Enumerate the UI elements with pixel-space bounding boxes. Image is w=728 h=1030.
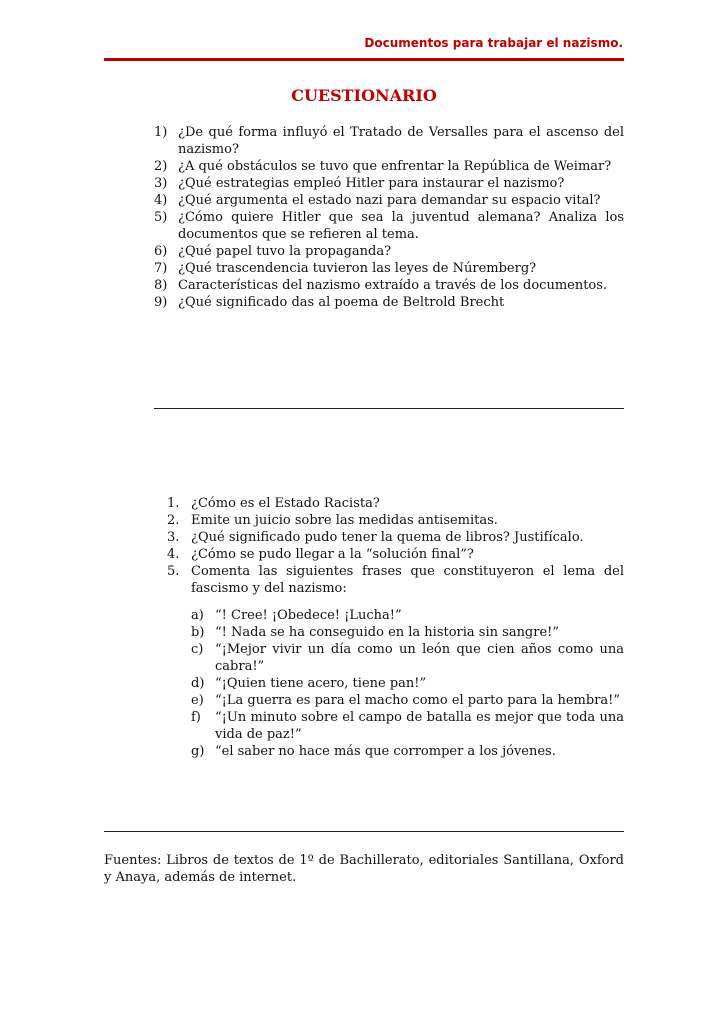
question-number: 5) bbox=[154, 210, 168, 225]
question-item bbox=[167, 495, 624, 512]
question-item bbox=[167, 529, 624, 546]
question-number: 3. bbox=[167, 530, 180, 545]
question-text: Comenta las siguientes frases que constituyeron el lema del fascismo y del nazismo: bbox=[191, 564, 624, 596]
question-text: ¿Cómo es el Estado Racista? bbox=[191, 496, 380, 511]
question-item bbox=[154, 294, 624, 311]
question-item bbox=[154, 192, 624, 209]
question-text: Emite un juicio sobre las medidas antisemitas. bbox=[191, 513, 498, 528]
slogan-item bbox=[191, 692, 624, 709]
slogan-text: “¡Quien tiene acero, tiene pan!” bbox=[215, 676, 427, 691]
question-text: ¿Cómo se pudo llegar a la “solución final”? bbox=[191, 547, 474, 562]
slogan-text: “! Nada se ha conseguido en la historia sin sangre!” bbox=[215, 625, 560, 640]
question-item bbox=[167, 563, 624, 760]
question-text: ¿A qué obstáculos se tuvo que enfrentar la República de Weimar? bbox=[178, 159, 612, 174]
slogan-item bbox=[191, 641, 624, 675]
question-text: ¿Qué papel tuvo la propaganda? bbox=[178, 244, 392, 259]
question-number: 3) bbox=[154, 176, 168, 191]
question-text: ¿Qué argumenta el estado nazi para demandar su espacio vital? bbox=[178, 193, 601, 208]
question-item bbox=[167, 512, 624, 529]
question-item bbox=[154, 209, 624, 243]
question-text: ¿Qué significado das al poema de Beltrold Brecht bbox=[178, 295, 505, 310]
question-number: 5. bbox=[167, 564, 180, 579]
question-number: 1) bbox=[154, 125, 168, 140]
question-list bbox=[154, 124, 624, 311]
question-text: Características del nazismo extraído a través de los documentos. bbox=[178, 278, 608, 293]
question-number: 2. bbox=[167, 513, 180, 528]
slogan-text: “¡Mejor vivir un día como un león que cien años como una cabra!” bbox=[215, 642, 624, 674]
slogan-item bbox=[191, 624, 624, 641]
question-item bbox=[154, 277, 624, 294]
question-item bbox=[154, 260, 624, 277]
question-number: 2) bbox=[154, 159, 168, 174]
footer-divider bbox=[104, 831, 624, 832]
question-item bbox=[154, 175, 624, 192]
slogan-text: “! Cree! ¡Obedece! ¡Lucha!” bbox=[215, 608, 402, 623]
question-text: ¿Cómo quiere Hitler que sea la juventud alemana? Analiza los documentos que se refieren al tema. bbox=[178, 210, 624, 242]
section-divider bbox=[154, 408, 624, 409]
question-text: ¿Qué estrategias empleó Hitler para instaurar el nazismo? bbox=[178, 176, 565, 191]
header-divider bbox=[104, 58, 624, 61]
slogan-letter: g) bbox=[191, 744, 205, 759]
question-number: 4. bbox=[167, 547, 180, 562]
document-header: Documentos para trabajar el nazismo. bbox=[364, 36, 623, 50]
sources-note: Fuentes: Libros de textos de 1º de Bachillerato, editoriales Santillana, Oxford y Anaya, además de internet. bbox=[104, 853, 624, 885]
question-number: 4) bbox=[154, 193, 168, 208]
slogan-letter: c) bbox=[191, 642, 204, 657]
slogan-text: “¡Un minuto sobre el campo de batalla es mejor que toda una vida de paz!” bbox=[215, 710, 624, 742]
question-item bbox=[167, 546, 624, 563]
slogan-letter: b) bbox=[191, 625, 205, 640]
slogan-letter: a) bbox=[191, 608, 204, 623]
question-item bbox=[154, 124, 624, 158]
slogan-item bbox=[191, 675, 624, 692]
slogan-letter: d) bbox=[191, 676, 205, 691]
slogan-text: “el saber no hace más que corromper a los jóvenes. bbox=[215, 744, 556, 759]
slogan-item bbox=[191, 709, 624, 743]
question-number: 1. bbox=[167, 496, 180, 511]
slogan-list bbox=[191, 607, 624, 760]
question-text: ¿Qué trascendencia tuvieron las leyes de Núremberg? bbox=[178, 261, 537, 276]
question-number: 8) bbox=[154, 278, 168, 293]
question-item bbox=[154, 243, 624, 260]
question-text: ¿De qué forma influyó el Tratado de Versalles para el ascenso del nazismo? bbox=[178, 125, 624, 157]
slogan-letter: f) bbox=[191, 710, 201, 725]
slogan-letter: e) bbox=[191, 693, 204, 708]
question-number: 7) bbox=[154, 261, 168, 276]
slogan-item bbox=[191, 607, 624, 624]
questionnaire-title: CUESTIONARIO bbox=[291, 86, 437, 105]
question-text: ¿Qué significado pudo tener la quema de libros? Justifícalo. bbox=[191, 530, 584, 545]
question-list-2 bbox=[167, 495, 624, 760]
slogan-text: “¡La guerra es para el macho como el parto para la hembra!” bbox=[215, 693, 621, 708]
slogan-item bbox=[191, 743, 624, 760]
question-number: 6) bbox=[154, 244, 168, 259]
question-number: 9) bbox=[154, 295, 168, 310]
question-item bbox=[154, 158, 624, 175]
